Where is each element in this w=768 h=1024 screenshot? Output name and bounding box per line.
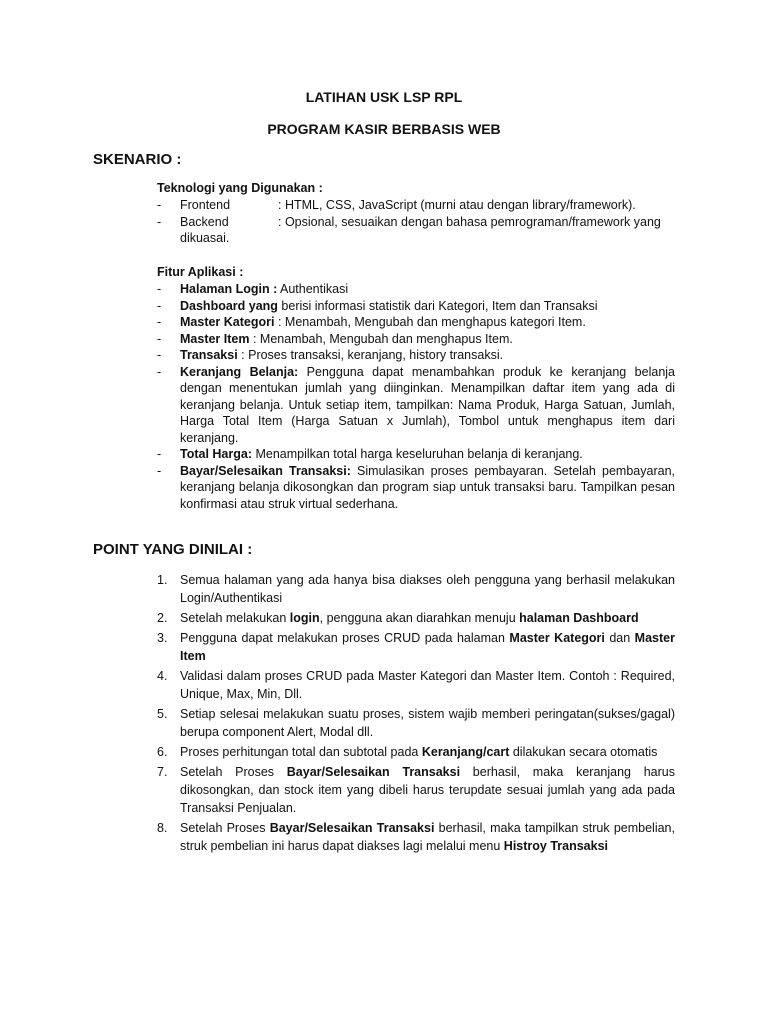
point-text: Validasi dalam proses CRUD pada Master Kategori dan Master Item. Contoh : Required, Unique, Max, Min, Dll.	[180, 669, 675, 701]
point-text-bold: Bayar/Selesaikan Transaksi	[269, 821, 435, 835]
point-text: dilakukan secara otomatis	[509, 745, 658, 759]
list-item	[157, 281, 675, 298]
fitur-list	[157, 281, 675, 512]
tech-list	[157, 197, 675, 247]
point-text: berhasil, maka tampilkan struk pembelian, struk pembelian ini harus dapat diakses lagi melalui menu	[180, 821, 675, 853]
point-text-bold: Keranjang/cart	[421, 745, 510, 759]
point-text-bold: Histroy Transaksi	[503, 839, 609, 853]
point-text-bold: Master Kategori	[509, 631, 605, 645]
tech-value-continued: dikuasai.	[180, 231, 230, 245]
list-item	[157, 819, 675, 855]
point-text-bold: Bayar/Selesaikan Transaksi	[286, 765, 461, 779]
point-text: berhasil, maka keranjang harus dikosongkan, dan stock item yang dibeli harus terupdate sesuai jumlah yang ada pada Transaksi Penjualan.	[180, 765, 675, 815]
list-item	[157, 571, 675, 607]
point-text: Pengguna dapat melakukan proses CRUD pada halaman	[180, 631, 510, 645]
list-item	[157, 197, 675, 214]
point-text: dan	[604, 631, 635, 645]
list-item	[157, 298, 675, 315]
dash-bullet: -	[157, 331, 162, 346]
tech-key: Frontend	[180, 198, 231, 212]
feature-label: Dashboard yang	[180, 298, 278, 313]
point-number: 4.	[157, 669, 168, 683]
feature-label: Master Kategori	[180, 315, 275, 329]
feature-text: Simulasikan proses pembayaran. Setelah pembayaran, keranjang belanja dikosongkan dan program siap untuk transaksi baru. Tampilkan pesan konfirmasi atau struk virtual sederhana.	[180, 463, 675, 511]
feature-text: : Menambah, Mengubah dan menghapus Item.	[249, 331, 513, 346]
point-text: Setelah Proses	[180, 765, 287, 779]
point-number: 3.	[157, 631, 168, 645]
dash-bullet: -	[157, 298, 162, 313]
feature-text: Menampilkan total harga keseluruhan belanja di keranjang.	[252, 447, 583, 461]
doc-subtitle: PROGRAM KASIR BERBASIS WEB	[267, 121, 501, 137]
point-number: 7.	[157, 765, 168, 779]
point-number: 5.	[157, 707, 168, 721]
dash-bullet: -	[157, 214, 162, 229]
feature-label: Master Item	[180, 331, 250, 346]
section-skenario: SKENARIO :	[93, 151, 182, 168]
list-item	[157, 214, 675, 247]
point-text: Setelah Proses	[180, 821, 270, 835]
dash-bullet: -	[157, 198, 162, 212]
tech-block	[157, 180, 675, 247]
tech-value: : Opsional, sesuaikan dengan bahasa pemrograman/framework yang	[278, 214, 661, 229]
feature-label: Total Harga:	[180, 447, 252, 461]
list-item	[157, 705, 675, 741]
point-number: 2.	[157, 611, 168, 625]
dash-bullet: -	[157, 364, 162, 379]
point-text-bold: Master Item	[180, 631, 675, 663]
list-item	[157, 763, 675, 817]
feature-text: berisi informasi statistik dari Kategori, Item dan Transaksi	[277, 298, 598, 313]
list-item	[157, 667, 675, 703]
point-text: Semua halaman yang ada hanya bisa diakses oleh pengguna yang berhasil melakukan Login/Authentikasi	[180, 573, 675, 605]
feature-text: Pengguna dapat menambahkan produk ke keranjang belanja dengan menentukan jumlah yang diinginkan. Menampilkan daftar item yang ada di keranjang belanja. Untuk setiap item, tampilkan: Nama Produk, Harga Satuan, Jumlah, Harga Total Item (Harga Satuan x Jumlah), Tombol untuk menghapus item dari keranjang.	[180, 364, 676, 445]
point-number: 1.	[157, 573, 168, 587]
fitur-heading: Fitur Aplikasi :	[157, 265, 244, 279]
list-item	[157, 331, 675, 348]
feature-text: Authentikasi	[277, 282, 349, 296]
point-text: Setiap selesai melakukan suatu proses, sistem wajib memberi peringatan(sukses/gagal) berupa component Alert, Modal dll.	[180, 707, 675, 739]
tech-value: : HTML, CSS, JavaScript (murni atau dengan library/framework).	[278, 198, 636, 212]
list-item	[157, 446, 675, 463]
feature-text: : Menambah, Mengubah dan menghapus kategori Item.	[274, 315, 586, 329]
list-item	[157, 743, 675, 761]
list-item	[157, 347, 675, 364]
point-text: Setelah melakukan	[180, 611, 290, 625]
feature-label: Transaksi	[180, 348, 238, 362]
dash-bullet: -	[157, 315, 162, 329]
dash-bullet: -	[157, 447, 162, 461]
point-text-bold: halaman Dashboard	[519, 611, 639, 625]
dash-bullet: -	[157, 282, 162, 296]
dash-bullet: -	[157, 463, 162, 478]
point-number: 6.	[157, 745, 168, 759]
dash-bullet: -	[157, 348, 162, 362]
list-item	[157, 629, 675, 665]
point-text: , pengguna akan diarahkan menuju	[319, 611, 520, 625]
point-text: Proses perhitungan total dan subtotal pada	[180, 745, 422, 759]
doc-title: LATIHAN USK LSP RPL	[305, 89, 463, 105]
section-point: POINT YANG DINILAI :	[93, 541, 253, 558]
feature-label: Keranjang Belanja:	[180, 364, 299, 379]
point-number: 8.	[157, 821, 168, 835]
points-list	[157, 571, 675, 857]
list-item	[157, 314, 675, 331]
fitur-block	[157, 264, 675, 512]
list-item	[157, 364, 675, 447]
list-item	[157, 463, 675, 513]
tech-key: Backend	[180, 214, 229, 229]
point-text-bold: login	[289, 611, 320, 625]
list-item	[157, 609, 675, 627]
feature-label: Halaman Login :	[180, 282, 278, 296]
tech-heading: Teknologi yang Digunakan :	[157, 181, 323, 195]
feature-label: Bayar/Selesaikan Transaksi:	[180, 463, 351, 478]
feature-text: : Proses transaksi, keranjang, history transaksi.	[237, 348, 504, 362]
